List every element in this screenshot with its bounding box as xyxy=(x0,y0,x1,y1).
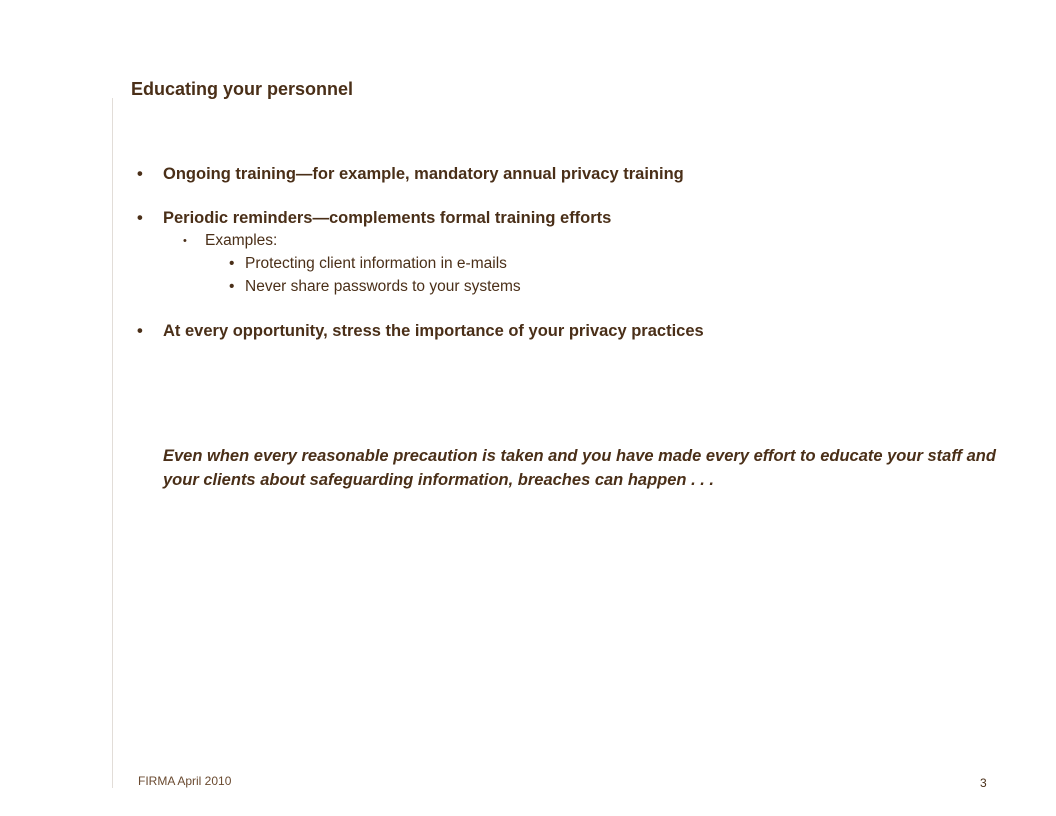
bullet-text: Protecting client information in e-mails xyxy=(245,255,507,272)
bullet-text: Never share passwords to your systems xyxy=(245,278,521,295)
bullet-text: At every opportunity, stress the importance of your privacy practices xyxy=(163,322,704,340)
callout-statement: Even when every reasonable precaution is taken and you have made every effort to educate your staff and your clients about safeguarding information, breaches can happen . . . xyxy=(163,447,996,489)
bullet-dot-icon: • xyxy=(183,235,187,247)
bullet-text: Ongoing training—for example, mandatory annual privacy training xyxy=(163,165,684,183)
bullet-text: Periodic reminders—complements formal training efforts xyxy=(163,209,612,227)
bullet-dot-icon: • xyxy=(137,165,143,183)
bullet-dot-icon: • xyxy=(137,322,143,340)
bullet-dot-icon: • xyxy=(137,209,143,227)
slide-title: Educating your personnel xyxy=(131,79,354,99)
bullet-dot-icon: • xyxy=(229,255,235,272)
bullet-dot-icon: • xyxy=(229,278,235,295)
page-number: 3 xyxy=(980,776,987,790)
left-vertical-rule xyxy=(112,98,113,788)
bullet-text: Examples: xyxy=(205,232,278,249)
footer-label: FIRMA April 2010 xyxy=(138,774,232,788)
